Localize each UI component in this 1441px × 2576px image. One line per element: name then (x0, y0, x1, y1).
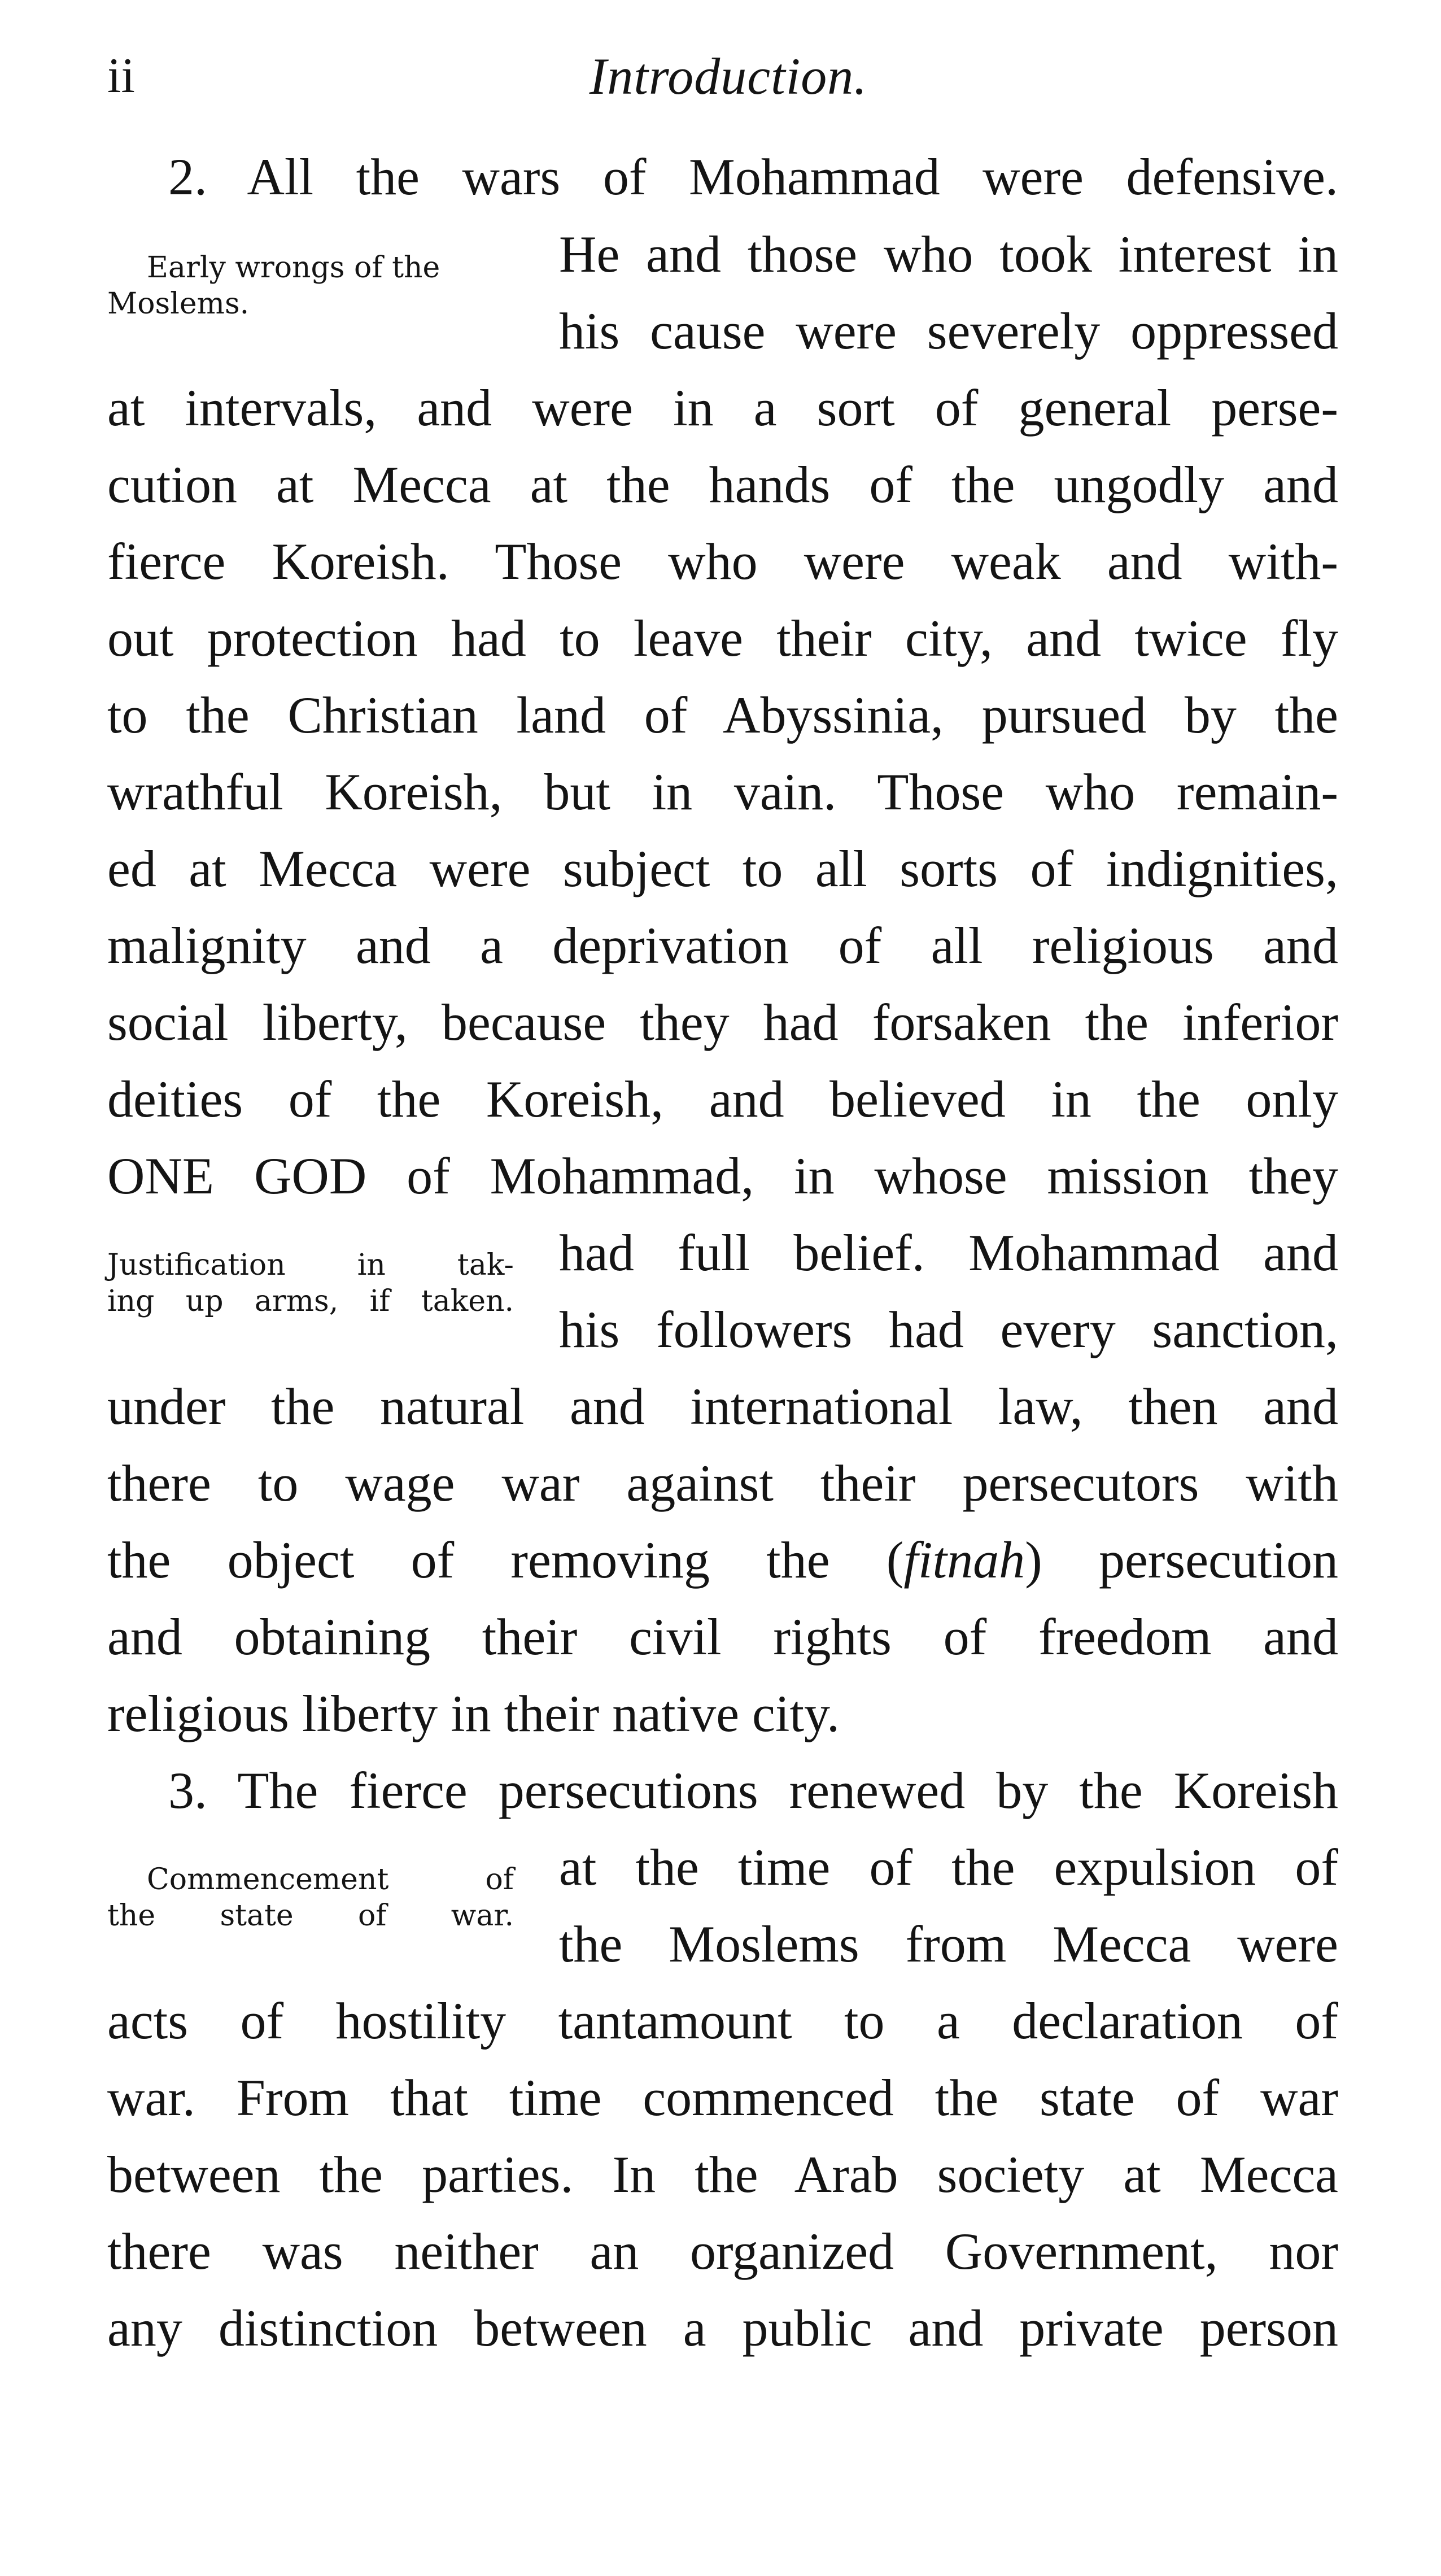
margin-note-line: Early wrongs of the (147, 251, 440, 285)
body-line: at intervals, and were in a sort of general perse- (107, 379, 1338, 437)
running-head (107, 40, 1350, 113)
body-line: the Moslems from Mecca were (559, 1915, 1338, 1973)
body-line: to the Christian land of Abyssinia, pursued by the (107, 686, 1338, 744)
body-line: cution at Mecca at the hands of the ungodly and (107, 456, 1338, 513)
margin-note-commencement (107, 1862, 514, 1934)
arabic-term: fitnah (903, 1531, 1025, 1589)
margin-note-justification (107, 1247, 514, 1319)
body-line: ONE GOD of Mohammad, in whose mission they (107, 1147, 1338, 1205)
body-line: at the time of the expulsion of (559, 1838, 1338, 1896)
page-number: ii (107, 49, 135, 103)
body-text: the object of removing the (107, 1531, 830, 1589)
body-line: malignity and a deprivation of all religious and (107, 917, 1338, 974)
body-line: social liberty, because they had forsaken the inferior (107, 993, 1338, 1051)
margin-note-line: ing up arms, if taken. (107, 1284, 514, 1318)
body-line-with-term: the object of removing the (fitnah) persecution (107, 1531, 1338, 1589)
body-line: He and those who took interest in (559, 225, 1338, 283)
body-line: fierce Koreish. Those who were weak and with- (107, 533, 1338, 590)
body-line: 3. The fierce persecutions renewed by the Koreish (168, 1762, 1338, 1819)
body-line: out protection had to leave their city, and twice fly (107, 609, 1338, 667)
body-line: and obtaining their civil rights of freedom and (107, 1608, 1338, 1666)
body-line: wrathful Koreish, but in vain. Those who remain- (107, 763, 1338, 821)
body-line: deities of the Koreish, and believed in the only (107, 1070, 1338, 1128)
margin-note-line: Commencement of (147, 1863, 514, 1897)
body-line: war. From that time commenced the state of war (107, 2069, 1338, 2126)
margin-note-line: the state of war. (107, 1899, 514, 1933)
body-line: had full belief. Mohammad and (559, 1224, 1338, 1282)
margin-note-early-wrongs (107, 250, 514, 322)
body-line: there was neither an organized Government, nor (107, 2222, 1338, 2280)
running-title: Introduction. (589, 47, 868, 105)
body-line: his followers had every sanction, (559, 1301, 1338, 1358)
margin-note-line: Justification in tak- (107, 1248, 514, 1282)
body-line: acts of hostility tantamount to a declaration of (107, 1992, 1338, 2050)
margin-note-line: Moslems. (107, 287, 250, 321)
body-line: between the parties. In the Arab society at Mecca (107, 2146, 1338, 2203)
body-line: under the natural and international law, then and (107, 1378, 1338, 1435)
body-line: ed at Mecca were subject to all sorts of indignities, (107, 840, 1338, 897)
body-line: there to wage war against their persecutors with (107, 1454, 1338, 1512)
body-text: persecution (1098, 1531, 1338, 1589)
body-line: religious liberty in their native city. (107, 1685, 840, 1742)
body-line: his cause were severely oppressed (559, 302, 1338, 360)
body-line: any distinction between a public and private person (107, 2299, 1338, 2357)
body-line: 2. All the wars of Mohammad were defensive. (168, 148, 1338, 206)
